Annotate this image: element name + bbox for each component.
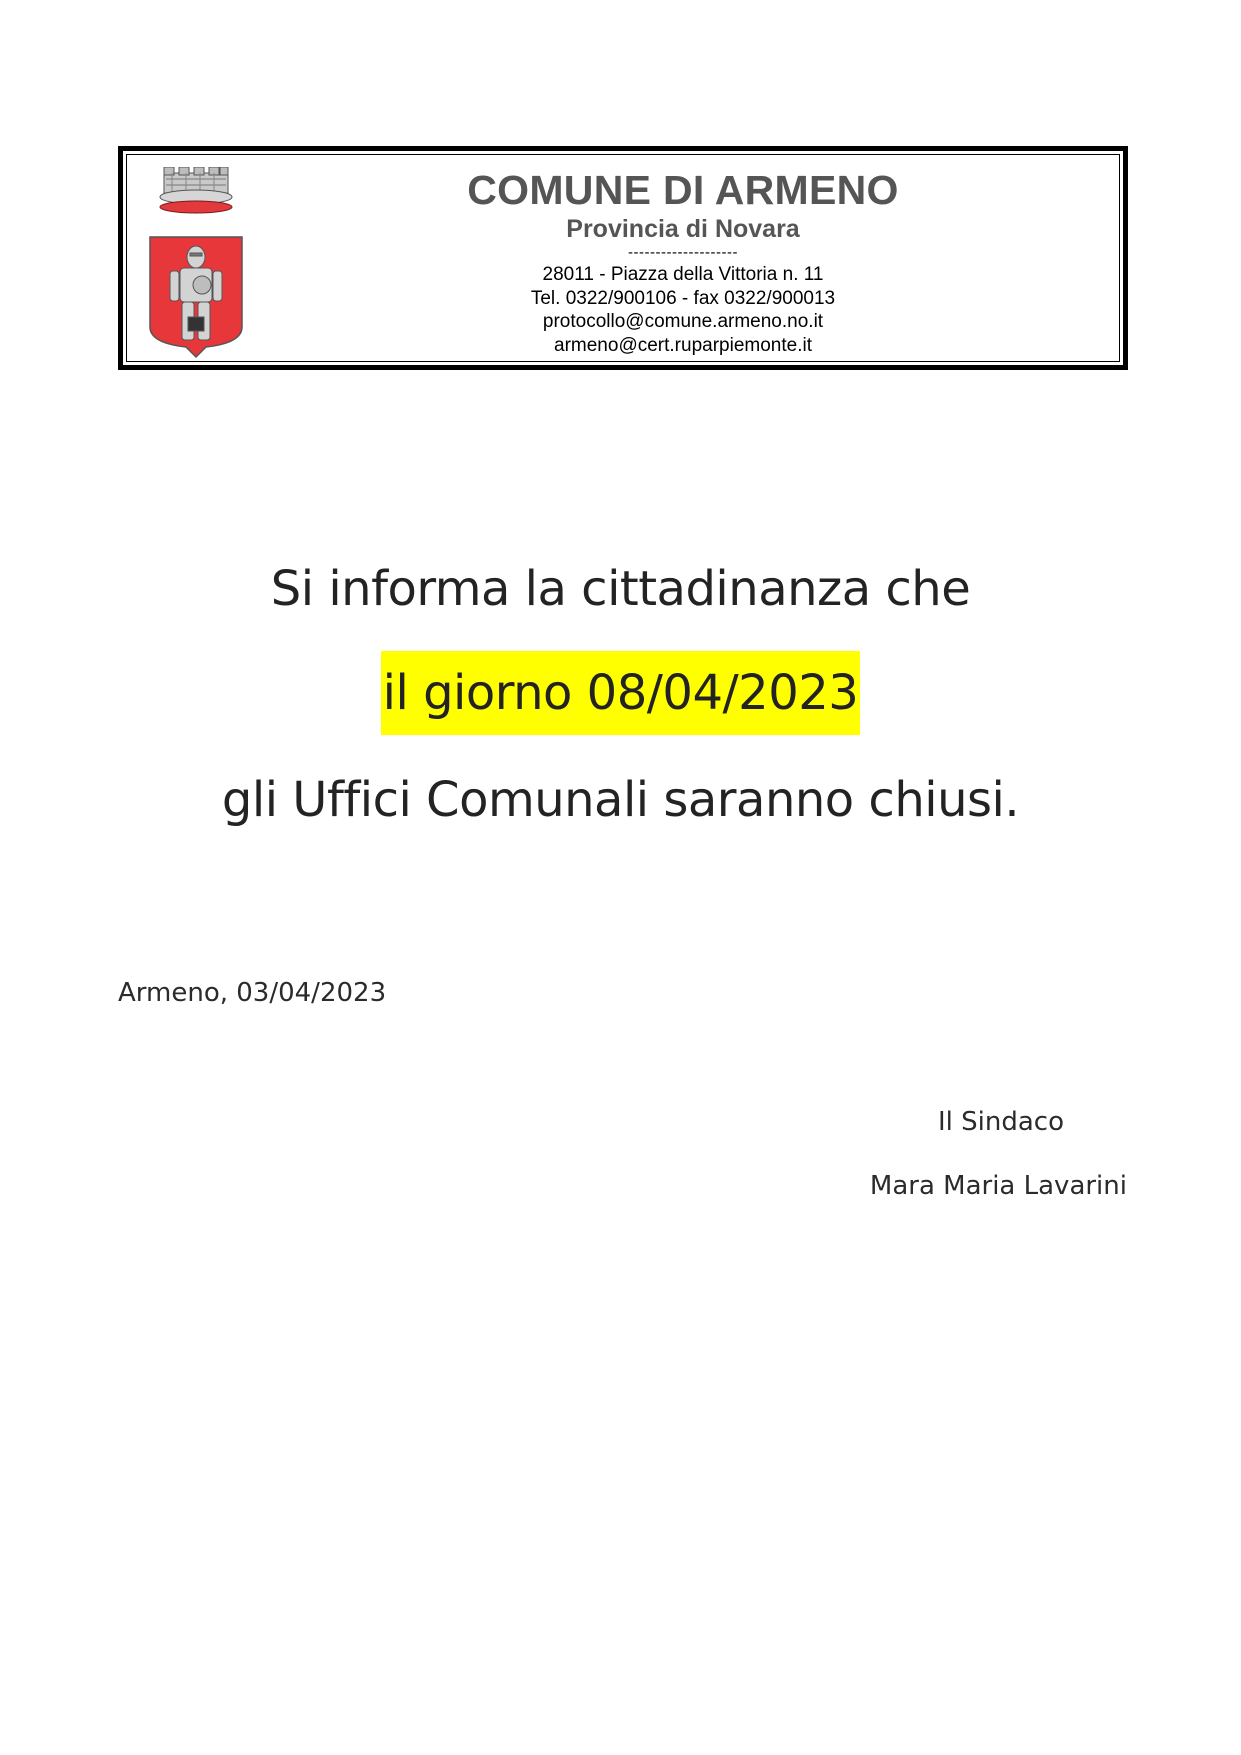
letterhead-text [277,155,1089,357]
province-name: Provincia di Novara [566,215,800,243]
email-line: protocollo@comune.armeno.no.it [542,311,824,332]
municipality-title: COMUNE DI ARMENO [467,167,899,213]
notice-line-2 [0,665,1241,721]
phone-fax-line: Tel. 0322/900106 - fax 0322/900013 [530,287,836,309]
signatory-name: Mara Maria Lavarini [869,1171,1127,1201]
signatory-title: Il Sindaco [938,1107,1065,1137]
pec-email-line: armeno@cert.ruparpiemonte.it [554,334,812,356]
letterhead [118,146,1128,370]
notice-line-3: gli Uffici Comunali saranno chiusi. [221,772,1020,828]
highlighted-date: il giorno 08/04/2023 [381,651,861,735]
notice-line-1: Si informa la cittadinanza che [270,561,971,617]
crown-icon [160,167,232,213]
address-line: 28011 - Piazza della Vittoria n. 11 [542,264,824,285]
place-and-date: Armeno, 03/04/2023 [118,978,387,1008]
separator-line: -------------------- [628,244,738,261]
municipal-coat-of-arms-icon [146,167,246,359]
letterhead-inner-border [126,154,1120,362]
